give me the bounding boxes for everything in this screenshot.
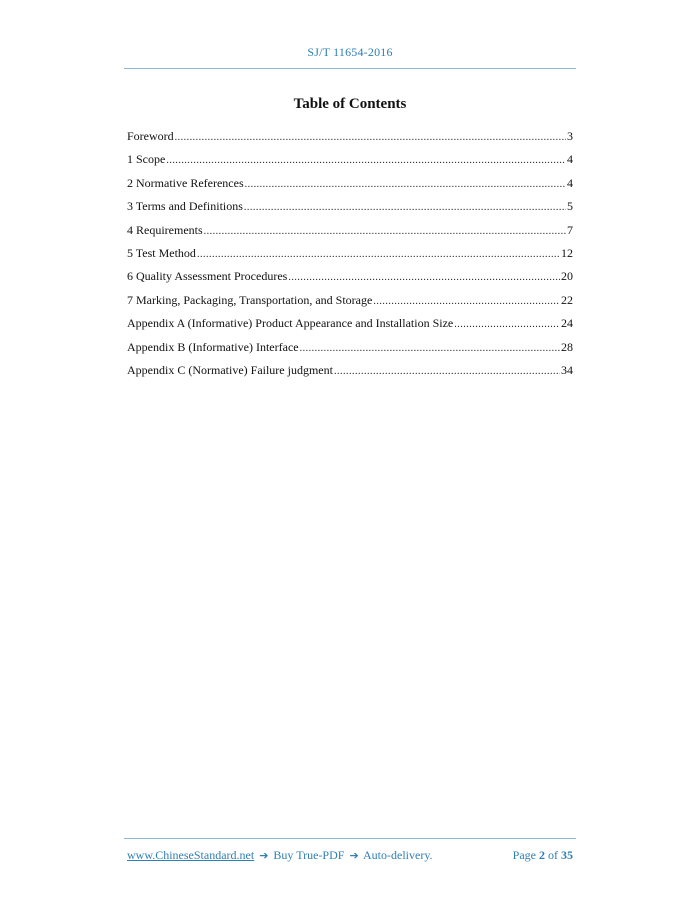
toc-entry-label: Foreword	[127, 129, 174, 143]
toc-dot-leader	[245, 177, 566, 193]
toc-entry-page: 4	[567, 175, 573, 190]
toc-entry-page: 4	[567, 152, 573, 167]
toc-entry-label: 5 Test Method	[127, 245, 196, 260]
page-indicator	[513, 848, 573, 863]
toc-dot-leader	[166, 153, 566, 169]
toc-entry-page: 20	[561, 269, 573, 284]
toc-entry-appendix-c[interactable]	[127, 362, 573, 385]
page-footer	[127, 848, 573, 863]
toc-entry-page: 5	[567, 199, 573, 214]
toc-entry-page: 34	[561, 362, 573, 377]
toc-entry-test-method[interactable]	[127, 245, 573, 268]
toc-entry-scope[interactable]	[127, 151, 573, 174]
toc-entry-page: 7	[567, 222, 573, 237]
toc-entry-foreword[interactable]	[127, 128, 573, 151]
toc-list	[127, 128, 573, 385]
document-standard-code: SJ/T 11654-2016	[307, 45, 393, 59]
toc-entry-appendix-a[interactable]	[127, 315, 573, 338]
toc-dot-leader	[244, 200, 566, 216]
toc-entry-page: 22	[561, 292, 573, 307]
of-word: of	[548, 848, 558, 862]
toc-dot-leader	[373, 294, 560, 310]
buy-true-pdf-text: Buy True-PDF	[273, 848, 345, 862]
toc-title: Table of Contents	[293, 96, 407, 112]
toc-entry-label: 7 Marking, Packaging, Transportation, and Storage	[127, 292, 373, 307]
toc-entry-label: Appendix C (Normative) Failure judgment	[127, 362, 333, 377]
footer-promo	[127, 848, 433, 863]
total-pages-number: 35	[561, 848, 573, 862]
toc-entry-appendix-b[interactable]	[127, 339, 573, 362]
toc-entry-label: Appendix B (Informative) Interface	[127, 339, 299, 354]
toc-entry-label: 3 Terms and Definitions	[127, 199, 243, 214]
toc-entry-terms-and-definitions[interactable]	[127, 198, 573, 221]
toc-entry-page: 28	[561, 339, 573, 354]
footer-divider	[124, 838, 576, 839]
page-word: Page	[512, 848, 536, 862]
right-arrow-icon: ➔	[349, 849, 359, 862]
toc-dot-leader	[197, 247, 560, 263]
toc-entry-page: 12	[561, 245, 573, 260]
toc-entry-label: 1 Scope	[127, 152, 166, 167]
toc-dot-leader	[175, 130, 566, 146]
toc-dot-leader	[300, 341, 560, 357]
toc-entry-requirements[interactable]	[127, 222, 573, 245]
toc-entry-quality-assessment-procedures[interactable]	[127, 268, 573, 291]
current-page-number: 2	[539, 848, 545, 862]
toc-dot-leader	[454, 317, 560, 333]
toc-dot-leader	[334, 364, 560, 380]
right-arrow-icon: ➔	[259, 849, 269, 862]
toc-entry-normative-references[interactable]	[127, 175, 573, 198]
website-link[interactable]: www.ChineseStandard.net	[127, 848, 255, 862]
toc-entry-marking-packaging[interactable]	[127, 292, 573, 315]
toc-entry-label: 4 Requirements	[127, 222, 203, 237]
toc-entry-label: 2 Normative References	[127, 175, 244, 190]
header-divider	[124, 68, 576, 69]
toc-dot-leader	[204, 224, 566, 240]
toc-entry-page: 24	[561, 316, 573, 331]
toc-dot-leader	[288, 270, 560, 286]
auto-delivery-text: Auto-delivery.	[363, 848, 433, 862]
toc-entry-label: Appendix A (Informative) Product Appearance and Installation Size	[127, 316, 454, 331]
toc-entry-label: 6 Quality Assessment Procedures	[127, 269, 288, 284]
toc-entry-page: 3	[567, 129, 573, 143]
